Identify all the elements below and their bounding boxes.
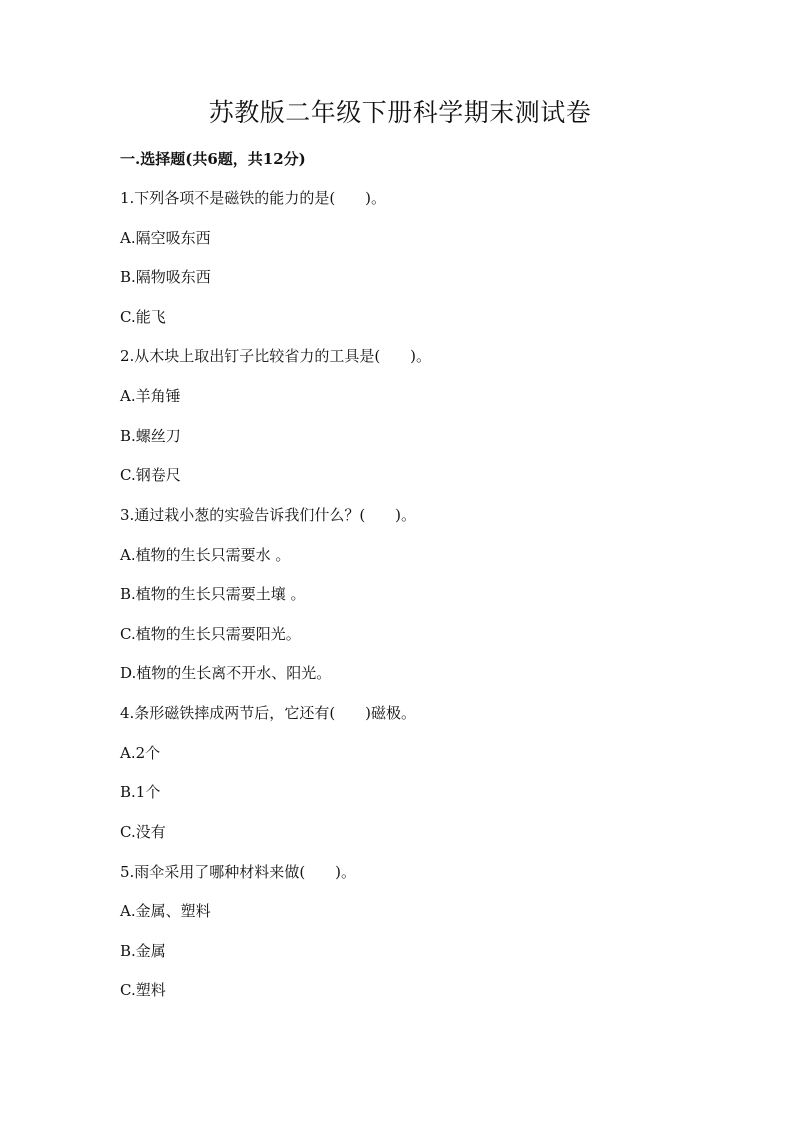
question-stem: 1.下列各项不是磁铁的能力的是( )。 bbox=[120, 189, 387, 207]
question-option: B.隔物吸东西 bbox=[120, 268, 211, 286]
question-option: A.植物的生长只需要水 。 bbox=[120, 546, 291, 564]
question-option: B.1个 bbox=[120, 783, 161, 801]
question-option: B.金属 bbox=[120, 942, 166, 960]
question-option: B.植物的生长只需要土壤 。 bbox=[120, 585, 306, 603]
question-option: C.能飞 bbox=[120, 308, 166, 326]
question-option: C.塑料 bbox=[120, 981, 166, 999]
question-option: A.2个 bbox=[120, 744, 161, 762]
page-title: 苏教版二年级下册科学期末测试卷 bbox=[208, 98, 592, 127]
question-stem: 2.从木块上取出钉子比较省力的工具是( )。 bbox=[120, 347, 432, 365]
question-stem: 4.条形磁铁摔成两节后，它还有( )磁极。 bbox=[120, 704, 417, 722]
question-option: A.羊角锤 bbox=[120, 387, 181, 405]
question-option: A.金属、塑料 bbox=[120, 902, 211, 920]
question-option: C.没有 bbox=[120, 823, 166, 841]
question-option: B.螺丝刀 bbox=[120, 427, 181, 445]
section-heading: 一.选择题(共6题，共12分) bbox=[120, 150, 306, 168]
question-option: C.植物的生长只需要阳光。 bbox=[120, 625, 301, 643]
question-option: A.隔空吸东西 bbox=[120, 229, 211, 247]
question-stem: 5.雨伞采用了哪种材料来做( )。 bbox=[120, 863, 357, 881]
question-option: D.植物的生长离不开水、阳光。 bbox=[120, 664, 332, 682]
question-stem: 3.通过栽小葱的实验告诉我们什么？( )。 bbox=[120, 506, 417, 524]
question-option: C.钢卷尺 bbox=[120, 466, 181, 484]
